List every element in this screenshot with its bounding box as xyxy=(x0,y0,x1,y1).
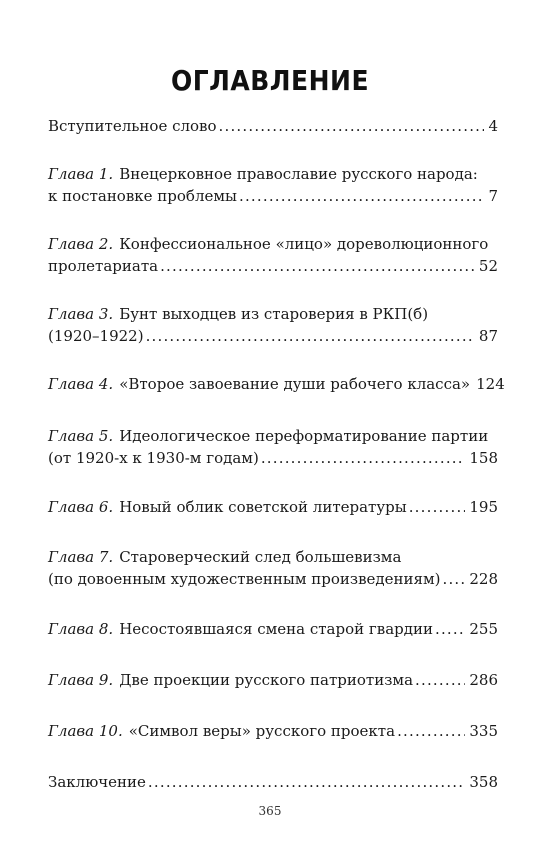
toc-line xyxy=(48,185,498,207)
entry-title: Конфессиональное «лицо» дореволюционного xyxy=(119,235,489,253)
toc-line xyxy=(48,720,498,742)
toc-entry xyxy=(48,496,498,518)
chapter-label: Глава 10. xyxy=(48,722,123,740)
chapter-label: Глава 4. xyxy=(48,375,114,393)
page-number: 7 xyxy=(488,187,498,205)
toc-entry xyxy=(48,425,498,469)
toc-entry xyxy=(48,771,498,793)
toc-line xyxy=(48,233,498,255)
toc-line xyxy=(48,303,498,325)
entry-title-continued: (от 1920-х к 1930-м годам) xyxy=(48,449,259,467)
toc-entry xyxy=(48,720,498,742)
dot-leader xyxy=(397,720,465,742)
page-number: 158 xyxy=(469,449,498,467)
chapter-label: Глава 9. xyxy=(48,671,114,689)
chapter-label: Глава 3. xyxy=(48,305,114,323)
toc-entry xyxy=(48,303,498,347)
chapter-label: Глава 1. xyxy=(48,165,114,183)
toc-entry xyxy=(48,618,498,640)
chapter-label: Глава 7. xyxy=(48,548,114,566)
entry-title: «Символ веры» русского проекта xyxy=(128,722,396,740)
page-number: 124 xyxy=(476,375,505,393)
entry-title: Несостоявшаяся смена старой гвардии xyxy=(119,620,433,638)
dot-leader xyxy=(148,771,465,793)
page-title: ОГЛАВЛЕНИЕ xyxy=(170,64,370,97)
dot-leader xyxy=(415,669,465,691)
page-folio-number: 365 xyxy=(258,804,282,818)
toc-entry xyxy=(48,115,498,137)
toc-line xyxy=(48,373,505,395)
page-number: 358 xyxy=(469,773,498,791)
entry-title: Две проекции русского патриотизма xyxy=(119,671,414,689)
toc-entry xyxy=(48,233,498,277)
entry-title: Внецерковное православие русского народа: xyxy=(119,165,478,183)
toc-line xyxy=(48,325,498,347)
page-number: 335 xyxy=(469,722,498,740)
toc-line xyxy=(48,425,498,447)
entry-title-continued: (по довоенным художественным произведениям) xyxy=(48,570,441,588)
dot-leader xyxy=(239,185,484,207)
entry-title-continued: пролетариата xyxy=(48,257,159,275)
toc-line xyxy=(48,447,498,469)
dot-leader xyxy=(435,618,465,640)
dot-leader xyxy=(409,496,466,518)
entry-title: Староверческий след большевизма xyxy=(119,548,402,566)
entry-title-continued: к постановке проблемы xyxy=(48,187,237,205)
toc-line xyxy=(48,546,498,568)
entry-title: Заключение xyxy=(48,773,146,791)
chapter-label: Глава 8. xyxy=(48,620,114,638)
dot-leader xyxy=(261,447,466,469)
toc-entry xyxy=(48,373,505,395)
page-number: 228 xyxy=(469,570,498,588)
dot-leader xyxy=(146,325,475,347)
page-number: 4 xyxy=(488,117,498,135)
chapter-label: Глава 5. xyxy=(48,427,114,445)
entry-title-continued: (1920–1922) xyxy=(48,327,144,345)
dot-leader xyxy=(160,255,475,277)
entry-title: «Второе завоевание души рабочего класса» xyxy=(119,375,471,393)
toc-entry xyxy=(48,669,498,691)
toc-entry xyxy=(48,163,498,207)
dot-leader xyxy=(442,568,465,590)
entry-title: Идеологическое переформатирование партии xyxy=(119,427,489,445)
toc-line xyxy=(48,496,498,518)
toc-line xyxy=(48,115,498,137)
toc-entry xyxy=(48,546,498,590)
page-number: 87 xyxy=(478,327,498,345)
page-number: 286 xyxy=(469,671,498,689)
entry-title: Вступительное слово xyxy=(48,117,217,135)
page-number: 52 xyxy=(478,257,498,275)
toc-line xyxy=(48,669,498,691)
toc-line xyxy=(48,618,498,640)
toc-line xyxy=(48,255,498,277)
page-number: 195 xyxy=(469,498,498,516)
chapter-label: Глава 2. xyxy=(48,235,114,253)
toc-line xyxy=(48,163,498,185)
dot-leader xyxy=(219,115,485,137)
entry-title: Бунт выходцев из староверия в РКП(б) xyxy=(119,305,429,323)
chapter-label: Глава 6. xyxy=(48,498,114,516)
entry-title: Новый облик советской литературы xyxy=(119,498,407,516)
toc-line xyxy=(48,771,498,793)
page-number: 255 xyxy=(469,620,498,638)
toc-line xyxy=(48,568,498,590)
